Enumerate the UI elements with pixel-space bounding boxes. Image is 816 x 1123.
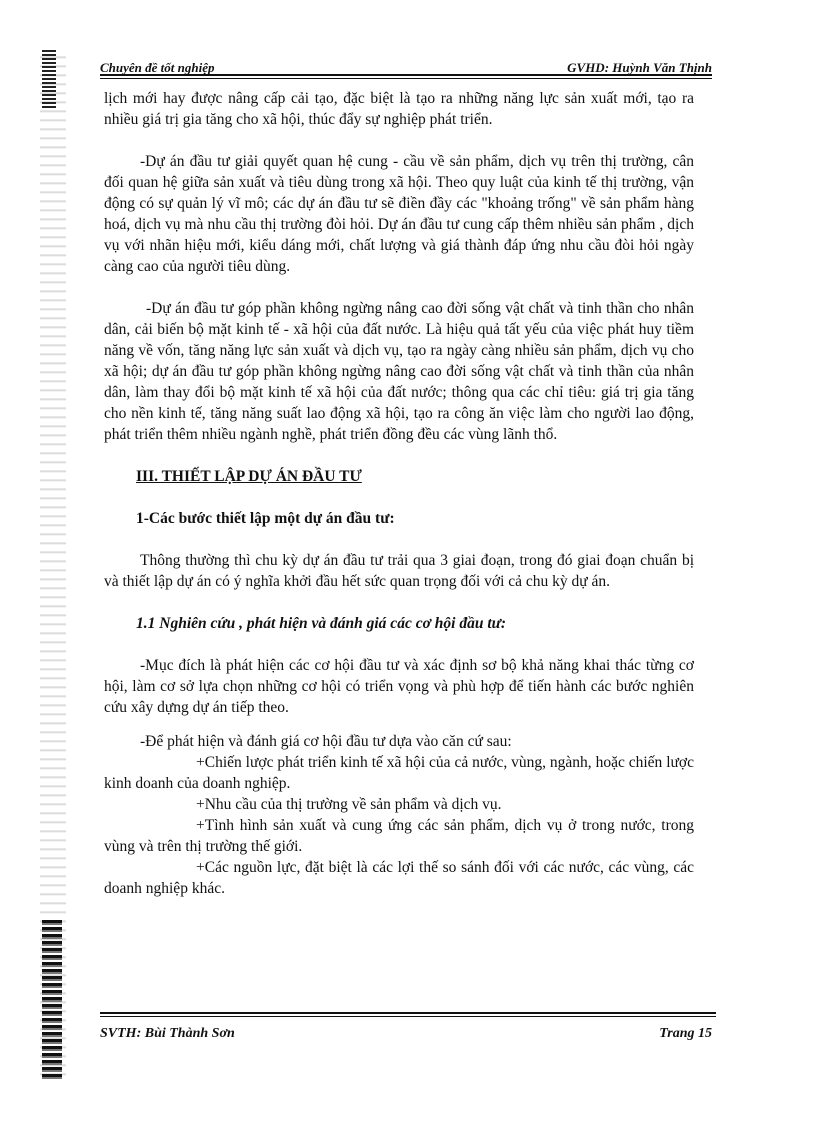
scan-edge-artifact [40,50,66,1080]
page-number: Trang 15 [659,1026,712,1041]
header-advisor: GVHD: Huỳnh Văn Thịnh [567,60,712,75]
list-item: +Tình hình sản xuất và cung ứng các sản phẩm, dịch vụ ở trong nước, trong vùng và trên thị trường thế giới. [104,817,694,855]
document-body [104,88,694,899]
section-heading-text: III. THIẾT LẬP DỰ ÁN ĐẦU TƯ [136,468,362,485]
paragraph-supply-demand: -Dự án đầu tư giải quyết quan hệ cung - cầu về sản phẩm, dịch vụ trên thị trường, cân đối quan hệ giữa sản xuất và tiêu dùng trong xã hội. Theo quy luật của kinh tế thị trường, vận động có sự quản lý vĩ mô; các dự án đầu tư sẽ điền đầy các "khoảng trống" về sản phẩm hàng hoá, dịch vụ mà nhu cầu thị trường đòi hỏi. Dự án đầu tư cung cấp thêm nhiều sản phẩm , dịch vụ với nhãn hiệu mới, kiểu dáng mới, chất lượng và giá thành đáp ứng nhu cầu đòi hỏi ngày càng cao của người tiêu dùng. [104,153,694,275]
footer-author: SVTH: Bùi Thành Sơn [100,1026,235,1041]
footer-rule [100,1012,716,1017]
paragraph-project-cycle: Thông thường thì chu kỳ dự án đầu tư trải qua 3 giai đoạn, trong đó giai đoạn chuẩn bị và thiết lập dự án có ý nghĩa khởi đầu hết sức quan trọng đối với cả chu kỳ dự án. [104,552,694,590]
paragraph-purpose: -Mục đích là phát hiện các cơ hội đầu tư và xác định sơ bộ khả năng khai thác từng cơ hội, làm cơ sở lựa chọn những cơ hội có triển vọng và phù hợp để tiến hành các bước nghiên cứu xây dựng dự án tiếp theo. [104,657,694,716]
page-header [100,50,712,76]
page-footer [100,1022,712,1046]
list-item: +Chiến lược phát triển kinh tế xã hội của cả nước, vùng, ngành, hoặc chiến lược kinh doanh của doanh nghiệp. [104,754,694,792]
header-title: Chuyên đề tốt nghiệp [100,60,215,75]
list-item: +Nhu cầu của thị trường về sản phẩm và dịch vụ. [196,796,502,813]
list-item: +Các nguồn lực, đặt biệt là các lợi thế so sánh đối với các nước, các vùng, các doanh nghiệp khác. [104,859,694,897]
paragraph-continuation: lịch mới hay được nâng cấp cải tạo, đặc biệt là tạo ra những năng lực sản xuất mới, tạo ra nhiều giá trị gia tăng cho xã hội, thúc đẩy sự nghiệp phát triển. [104,90,694,128]
sub-heading: 1-Các bước thiết lập một dự án đầu tư: [136,510,395,527]
header-rule [100,74,712,79]
paragraph-living-standards: -Dự án đầu tư góp phần không ngừng nâng cao đời sống vật chất và tinh thần cho nhân dân, cải biến bộ mặt kinh tế - xã hội của đất nước. Là hiệu quả tất yếu của việc phát huy tiềm năng về vốn, tăng năng lực sản xuất và dịch vụ, tạo ra ngày càng nhiều sản phẩm, dịch vụ cho xã hội; dự án đầu tư góp phần không ngừng nâng cao đời sống vật chất và tinh thần của nhân dân, làm thay đổi bộ mặt kinh tế xã hội của đất nước; thông qua các chỉ tiêu: giá trị gia tăng cho nền kinh tế, tăng năng suất lao động xã hội, tạo ra công ăn việc làm cho người lao động, phát triển thêm nhiều ngành nghề, phát triển đồng đều các vùng lãnh thổ. [104,300,694,443]
section-heading [104,466,694,487]
paragraph-criteria-intro: -Để phát hiện và đánh giá cơ hội đầu tư dựa vào căn cứ sau: [140,733,512,750]
italic-heading: 1.1 Nghiên cứu , phát hiện và đánh giá các cơ hội đầu tư: [136,615,507,632]
